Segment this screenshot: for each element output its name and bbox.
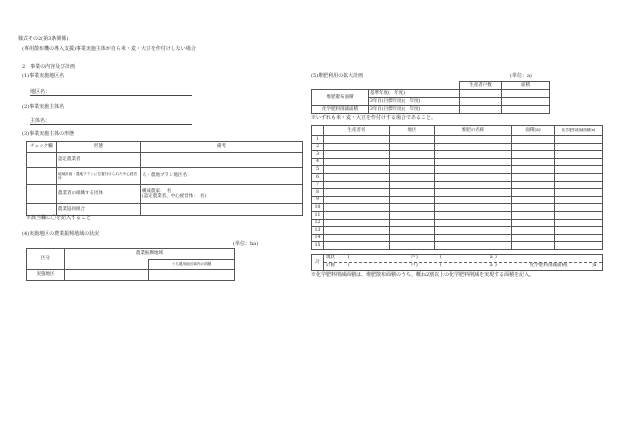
district-cell[interactable]: [390, 211, 435, 219]
compost-name-cell[interactable]: [435, 189, 512, 197]
compost-name-cell[interactable]: [435, 181, 512, 189]
header-farmland-zone: うち農用地区域内の面積: [149, 260, 235, 270]
producer-name-cell[interactable]: [324, 242, 390, 250]
chem-reduction-note: ※化学肥料削減面積は、堆肥散布面積のうち、概ね2割以上の化学肥料削減を実現する面積を記入。: [311, 272, 535, 278]
area-cell[interactable]: [512, 143, 555, 151]
chem-area-cell[interactable]: [555, 136, 603, 144]
area-base-value[interactable]: [502, 90, 550, 98]
district-cell[interactable]: [390, 181, 435, 189]
row-number: 5: [312, 166, 324, 174]
chem-area-cell[interactable]: [555, 181, 603, 189]
row-number: 15: [312, 242, 324, 250]
core-count: (認定農業者、中心経営体： 名): [142, 194, 207, 199]
promotion-heading: (4)実施地区の農業振興地域の状況: [22, 231, 100, 237]
totals-table: [311, 254, 603, 271]
totals-plan-row: 計画 ( 戸 ) ( a ) 化学肥料削減面積( )a: [324, 263, 603, 271]
chem-area-cell[interactable]: [555, 189, 603, 197]
area-cell[interactable]: [512, 211, 555, 219]
area-cell[interactable]: [512, 158, 555, 166]
area-cell[interactable]: [512, 227, 555, 235]
table-row: [312, 204, 603, 212]
farmland-area-value[interactable]: [149, 270, 235, 281]
table-row: [27, 185, 303, 204]
district-cell[interactable]: [390, 166, 435, 174]
area-cell[interactable]: [512, 219, 555, 227]
check-cell[interactable]: [27, 153, 57, 168]
chem-area-cell[interactable]: [555, 211, 603, 219]
promotion-area-value[interactable]: [65, 270, 149, 281]
chem-reduction-label: 化学肥料削減面積: [312, 106, 369, 114]
producer-name-cell[interactable]: [324, 219, 390, 227]
note-cell: [141, 204, 303, 216]
entity-name-field[interactable]: [30, 124, 192, 125]
producer-rows: [312, 136, 603, 250]
compost-name-cell[interactable]: [435, 151, 512, 159]
type-cell: 農業者の組織する団体: [57, 185, 141, 204]
compost-name-cell[interactable]: [435, 196, 512, 204]
header-chem-area: 化学肥料削減面積(a): [555, 126, 603, 136]
table-row: [312, 151, 603, 159]
compost-name-cell[interactable]: [435, 219, 512, 227]
chem-area-cell[interactable]: [555, 196, 603, 204]
producer-name-cell[interactable]: [324, 158, 390, 166]
district-cell[interactable]: [390, 151, 435, 159]
producer-name-cell[interactable]: [324, 166, 390, 174]
compost-name-cell[interactable]: [435, 158, 512, 166]
row-label: 実施地区: [27, 270, 65, 281]
current-household-unit: 戸: [411, 255, 416, 260]
area-cell[interactable]: [512, 173, 555, 181]
chem-area-cell[interactable]: [555, 158, 603, 166]
entity-type-heading: (3)事業実施主体の形態: [22, 131, 75, 137]
producer-name-cell[interactable]: [324, 143, 390, 151]
note-cell: [141, 153, 303, 168]
totals-current-row: 現状 ( 戸 ) ( a ): [324, 255, 603, 263]
chem-area-cell[interactable]: [555, 173, 603, 181]
total-label: 計: [312, 255, 324, 271]
table-row: [27, 270, 235, 281]
row-number: 14: [312, 234, 324, 242]
producers-target-value[interactable]: [460, 98, 502, 106]
row-number: 11: [312, 211, 324, 219]
check-cell[interactable]: [27, 204, 57, 216]
target-year-label: 3年目(目標年度)( 年度): [369, 98, 460, 106]
area-cell[interactable]: [512, 181, 555, 189]
producers-base-value[interactable]: [460, 90, 502, 98]
check-cell[interactable]: [27, 185, 57, 204]
header-check: チェック欄: [27, 142, 57, 153]
chem-area-cell[interactable]: [555, 242, 603, 250]
header-district: 地区: [390, 126, 435, 136]
section-title: 2 事業の内容及び計画: [22, 64, 76, 70]
table-row: [312, 173, 603, 181]
area-cell[interactable]: [512, 196, 555, 204]
producer-name-cell[interactable]: [324, 196, 390, 204]
district-cell[interactable]: [390, 196, 435, 204]
base-year-label: 基準年度( 年度): [369, 90, 460, 98]
chem-area-cell[interactable]: [555, 151, 603, 159]
table-row: [312, 166, 603, 174]
note-cell: 人・農地プラン地区名：: [141, 168, 303, 185]
table-row: [312, 181, 603, 189]
header-type: 形態: [57, 142, 141, 153]
compost-name-cell[interactable]: [435, 136, 512, 144]
producer-name-cell[interactable]: [324, 227, 390, 235]
type-cell: 農業協同組合: [57, 204, 141, 216]
header-promotion-area: 農業振興地域: [65, 249, 235, 260]
district-cell[interactable]: [390, 227, 435, 235]
area-cell[interactable]: [512, 166, 555, 174]
district-cell[interactable]: [390, 234, 435, 242]
compost-name-cell[interactable]: [435, 227, 512, 235]
compost-plan-heading: (5)堆肥利用の拡大計画: [311, 73, 364, 79]
producer-plan-table: [311, 125, 603, 250]
producer-name-cell[interactable]: [324, 181, 390, 189]
table-row: [27, 153, 303, 168]
table-row: [312, 211, 603, 219]
table-row: [312, 143, 603, 151]
row-number: 4: [312, 158, 324, 166]
area-cell[interactable]: [512, 151, 555, 159]
area-cell[interactable]: [512, 136, 555, 144]
row-number: 8: [312, 189, 324, 197]
compost-name-cell[interactable]: [435, 173, 512, 181]
district-heading: (1)事業実施地区名: [22, 73, 65, 79]
members-count: 構成農家： 名: [142, 188, 172, 194]
table-row: [312, 227, 603, 235]
table-row: [27, 204, 303, 216]
row-number: 13: [312, 227, 324, 235]
compost-area-label: 堆肥散布面積: [312, 90, 369, 106]
producer-name-cell[interactable]: [324, 189, 390, 197]
compost-name-cell[interactable]: [435, 143, 512, 151]
header-note: 備考: [141, 142, 303, 153]
area-cell[interactable]: [512, 242, 555, 250]
compost-name-cell[interactable]: [435, 166, 512, 174]
area-cell[interactable]: [512, 204, 555, 212]
chem-area-cell[interactable]: [555, 227, 603, 235]
district-cell[interactable]: [390, 136, 435, 144]
table-row: [312, 196, 603, 204]
chem-area-cell[interactable]: [555, 219, 603, 227]
district-cell[interactable]: [390, 173, 435, 181]
district-name-field[interactable]: [30, 95, 192, 96]
district-cell[interactable]: [390, 242, 435, 250]
area-chem-value[interactable]: [502, 106, 550, 114]
district-cell[interactable]: [390, 219, 435, 227]
chem-area-cell[interactable]: [555, 166, 603, 174]
district-cell[interactable]: [390, 204, 435, 212]
crop-note: ※いずれも米・麦・大豆を作付けする場合であること。: [311, 115, 437, 121]
producer-name-cell[interactable]: [324, 204, 390, 212]
area-cell[interactable]: [512, 234, 555, 242]
table-row: [312, 242, 603, 250]
row-number: 2: [312, 143, 324, 151]
entity-label: 主体名：: [30, 118, 51, 124]
plan-area-unit: a: [490, 263, 493, 268]
area-target-value[interactable]: [502, 98, 550, 106]
table-row: [27, 168, 303, 185]
current-area-unit: a: [490, 255, 493, 260]
row-number: 3: [312, 151, 324, 159]
chem-target-year-label: 3年目(目標年度)( 年度): [369, 106, 460, 114]
unit-a: (単位：a): [510, 73, 532, 79]
header-producer-name: 生産者名: [324, 126, 390, 136]
header-area: 面積: [502, 82, 550, 90]
producer-name-cell[interactable]: [324, 211, 390, 219]
producer-name-cell[interactable]: [324, 136, 390, 144]
chem-area-cell[interactable]: [555, 234, 603, 242]
table-row: [312, 136, 603, 144]
district-cell[interactable]: [390, 189, 435, 197]
header-area-a: 面積(a): [512, 126, 555, 136]
producer-name-cell[interactable]: [324, 234, 390, 242]
area-cell[interactable]: [512, 189, 555, 197]
chem-area-cell[interactable]: [555, 143, 603, 151]
form-number: 様式その2(第3条関係): [18, 36, 69, 42]
row-number: 9: [312, 196, 324, 204]
check-cell[interactable]: [27, 168, 57, 185]
compost-summary-table: [311, 81, 550, 114]
compost-name-cell[interactable]: [435, 242, 512, 250]
type-cell: 地域計画・農地プランに位置付けられた中心経営体: [57, 168, 141, 185]
compost-name-cell[interactable]: [435, 234, 512, 242]
current-label: 現状: [326, 255, 335, 260]
district-cell[interactable]: [390, 143, 435, 151]
plan-label: 計画: [326, 263, 335, 268]
producers-chem-value[interactable]: [460, 106, 502, 114]
plan-household-unit: 戸: [411, 263, 416, 268]
district-label: 地区名：: [30, 89, 51, 95]
compost-name-cell[interactable]: [435, 211, 512, 219]
header-category: 区分: [27, 249, 65, 270]
type-cell: 認定農業者: [57, 153, 141, 168]
header-producers: 生産者戸数: [460, 82, 502, 90]
row-number: 7: [312, 181, 324, 189]
row-number: 1: [312, 136, 324, 144]
producer-name-cell[interactable]: [324, 173, 390, 181]
note-cell: [141, 185, 303, 204]
compost-name-cell[interactable]: [435, 204, 512, 212]
chem-area-close: )a: [592, 263, 597, 268]
row-number: 10: [312, 204, 324, 212]
producer-name-cell[interactable]: [324, 151, 390, 159]
entity-type-table: [26, 141, 303, 216]
row-number: 12: [312, 219, 324, 227]
chem-area-cell[interactable]: [555, 204, 603, 212]
entity-heading: (2)事業実施主体名: [22, 104, 65, 110]
table-row: [312, 189, 603, 197]
district-cell[interactable]: [390, 158, 435, 166]
chem-area-label: 化学肥料削減面積(: [530, 263, 568, 268]
promotion-area-table: [26, 248, 235, 281]
table-row: [312, 234, 603, 242]
form-title: (専用散布機の導入支援)事業実施主体が自ら米・麦・大豆を作付けしない場合: [22, 46, 196, 52]
table-row: [312, 219, 603, 227]
table-row: [312, 158, 603, 166]
header-compost-name: 堆肥の名称: [435, 126, 512, 136]
unit-ha: (単位：ha): [233, 241, 259, 247]
check-note: ※該当欄に〇を記入すること: [26, 215, 92, 221]
row-number: 6: [312, 173, 324, 181]
